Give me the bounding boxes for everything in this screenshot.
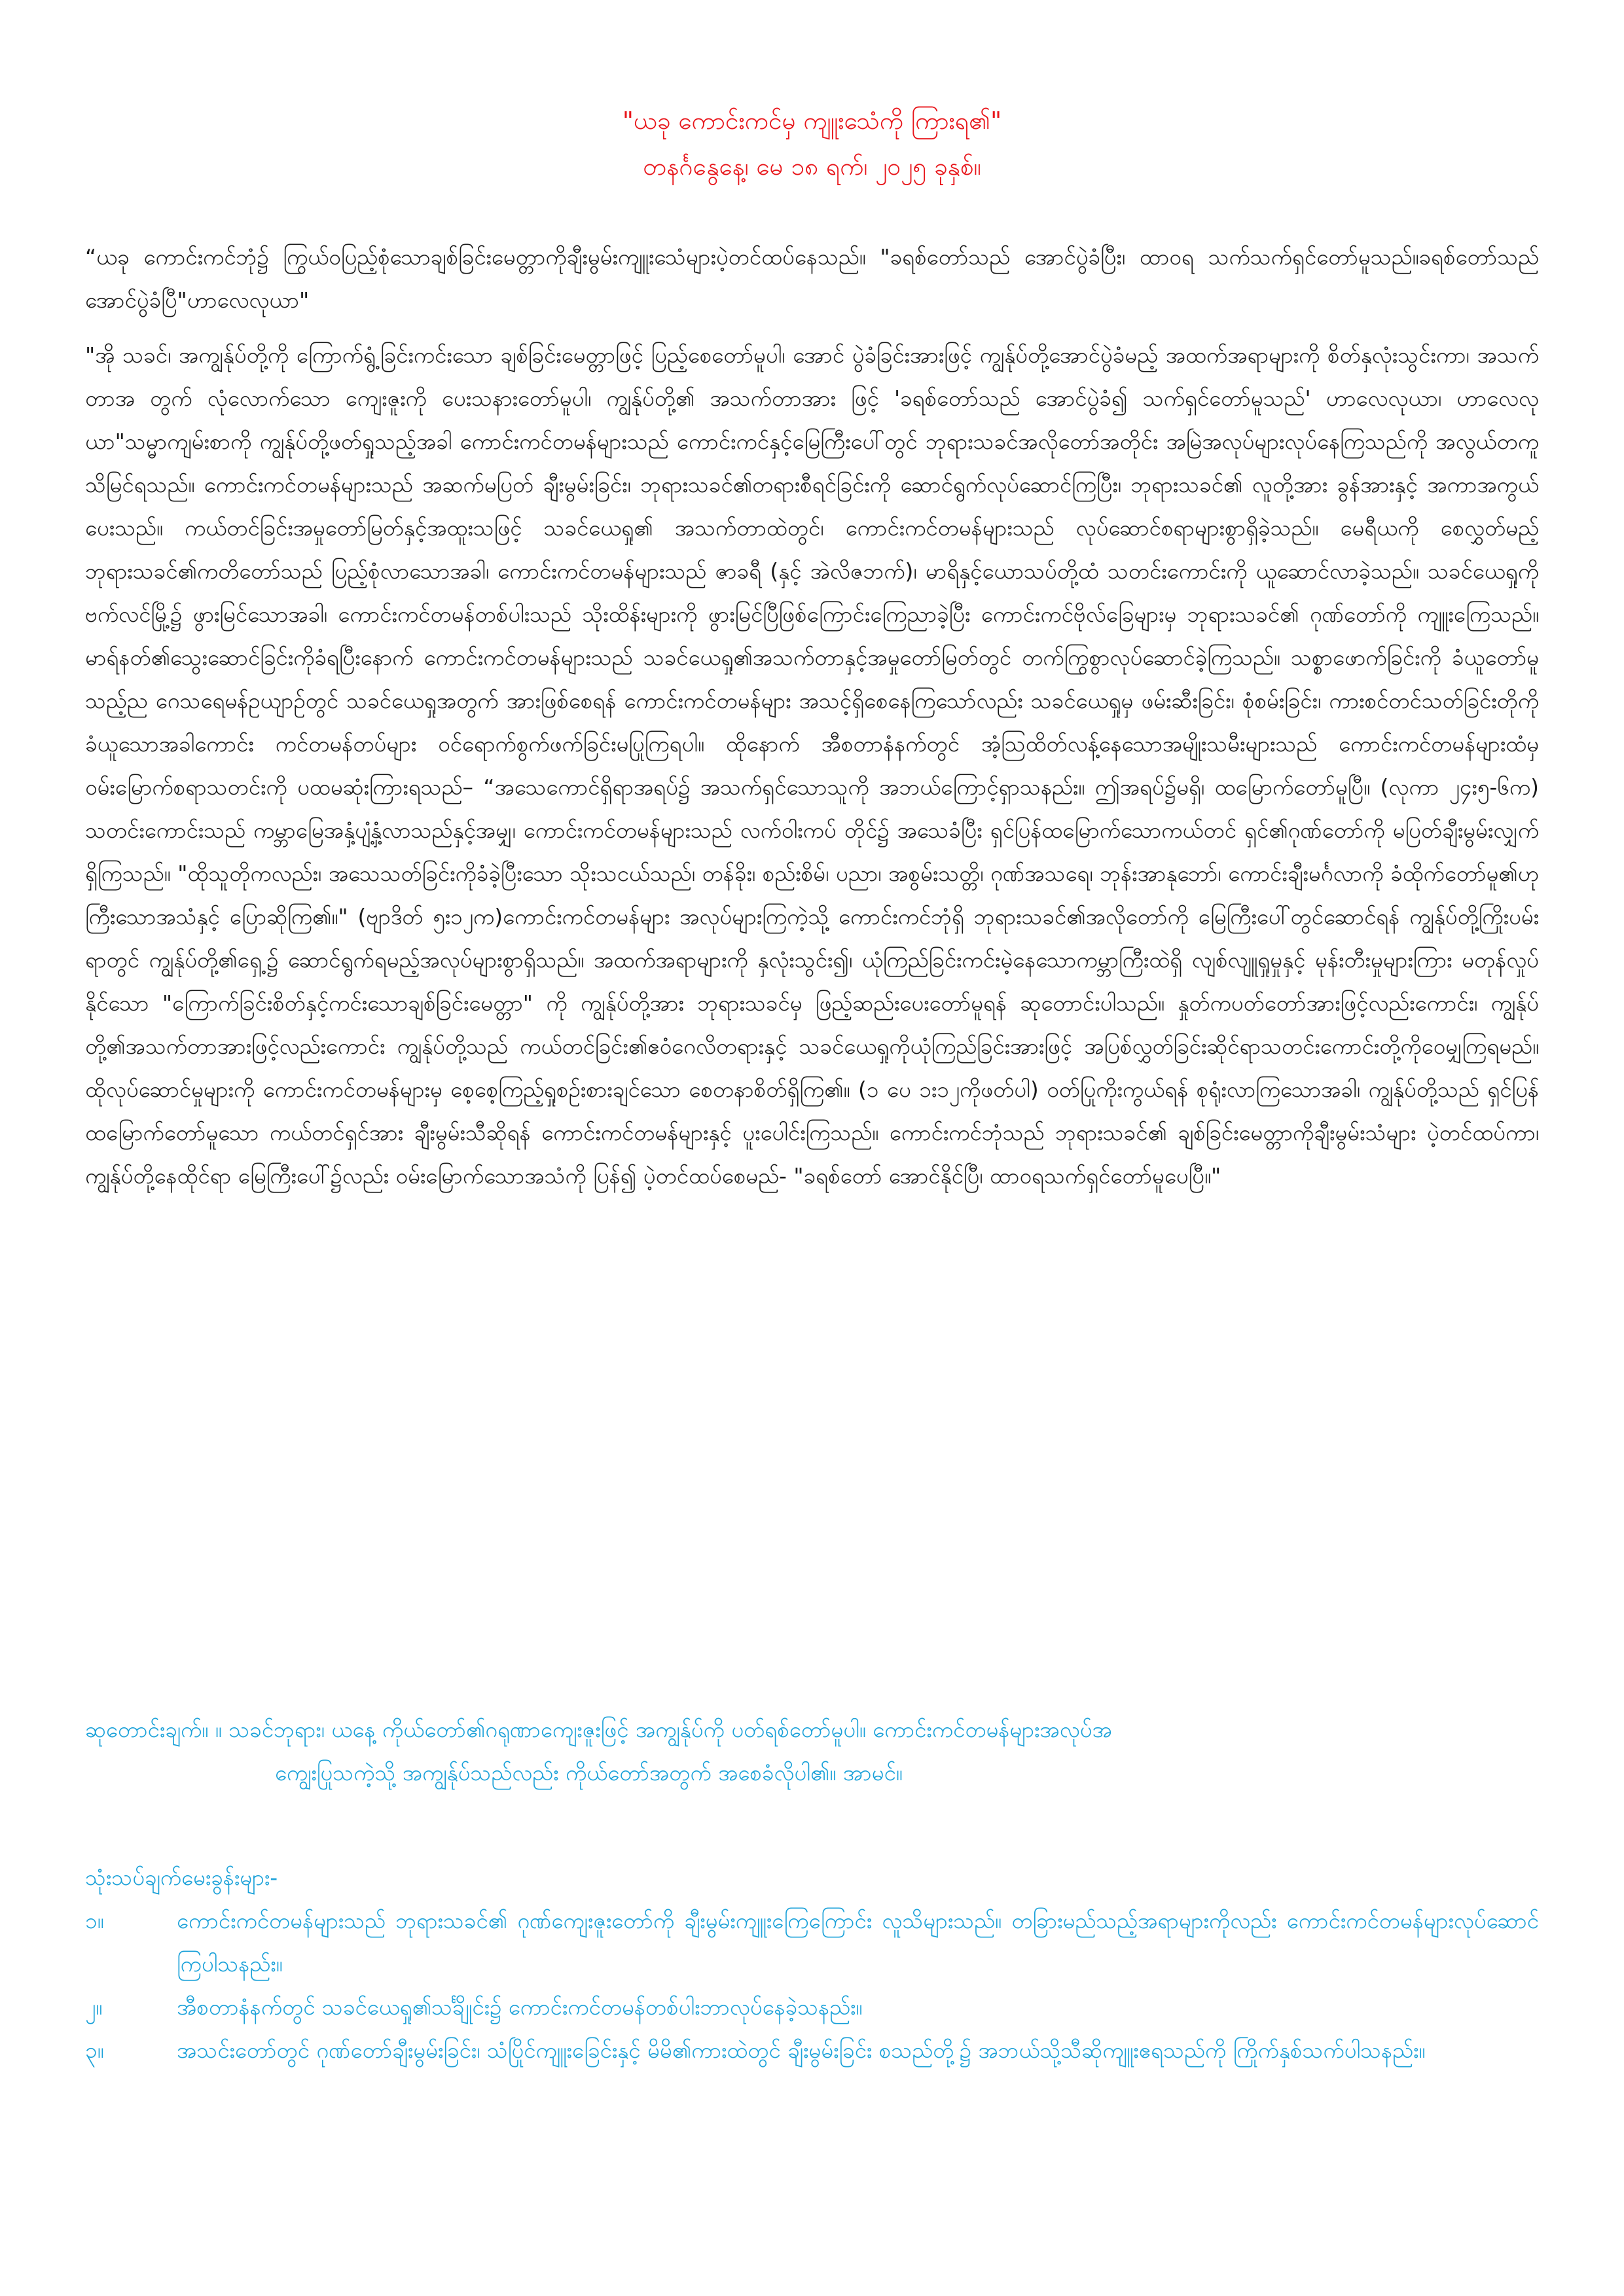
question-item — [85, 2029, 1539, 2072]
questions-list — [85, 1899, 1539, 2072]
question-text: ကောင်းကင်တမန်များသည် ဘုရားသခင်၏ ဂုဏ်ကျေးဇူးတော်ကို ချီးမွမ်းကျူးကြေကြောင်း လူသိများသည်။ တခြားမည်သည့်အရာများကိုလည်း ကောင်းကင်တမန်များလုပ်ဆောင်ကြပါသနည်း။ — [177, 1908, 1539, 1977]
question-item — [85, 1986, 1539, 2029]
devotion-title: "ယခု ကောင်းကင်မှ ကျူးသေံကို ကြားရ၏" — [622, 107, 1002, 135]
question-number: ၃။ — [85, 2037, 104, 2063]
intro-paragraph: “ယခု ကောင်းကင်ဘုံ၌ ကြွယ်ဝပြည့်စုံသောချစ်ခြင်းမေတ္တာကိုချီးမွမ်းကျူးသေံများပဲ့တင်ထပ်နေသည်။ "ခရစ်တော်သည် အောင်ပွဲခံပြီး၊ ထာဝရ သက်သက်ရှင်တော်မူသည်။ခရစ်တော်သည် အောင်ပွဲခံပြီ"ဟာလေလုယာ" — [85, 244, 1539, 313]
prayer-line-1: ဆုတောင်းချက်။ ။ သခင်ဘုရား၊ ယနေ့ ကိုယ်တော်၏ဂရုဏာကျေးဇူးဖြင့် အကျွန်ုပ်ကို ပတ်ရစ်တော်မူပါ။ ကောင်းကင်တမန်များအလုပ်အ — [85, 1717, 1112, 1742]
question-number: ၁။ — [85, 1908, 104, 1933]
questions-heading: သုံးသပ်ချက်မေးခွန်းများ- — [85, 1865, 278, 1890]
question-text: အသင်းတော်တွင် ဂုဏ်တော်ချီးမွမ်းခြင်း၊ သံပြိုင်ကျူးခြေင်းနှင့် မိမိ၏ကားထဲတွင် ချီးမွမ်းခြင်း စသည်တို့၌ အဘယ်သို့သီဆိုကျူးဧရသည်ကို ကြိုက်နှစ်သက်ပါသနည်း။ — [177, 2037, 1426, 2063]
question-text: အီစတာနံနက်တွင် သခင်ယေရှု၏သင်္ချိုင်း၌ ကောင်းကင်တမန်တစ်ပါးဘာလုပ်နေခဲ့သနည်း။ — [177, 1994, 863, 2020]
question-item — [85, 1899, 1539, 1986]
devotion-date: တနင်္ဂနွေနေ့၊ မေ ၁၈ ရက်၊ ၂၀၂၅ ခုနှစ်။ — [643, 152, 981, 181]
reflection-questions — [85, 1856, 1539, 2072]
prayer-line-2: ကျွေးပြုသကဲ့သို့ အကျွန်ုပ်သည်လည်း ကိုယ်တော်အတွက် အစေခံလိုပါ၏။ အာမင်။ — [275, 1760, 903, 1785]
question-number: ၂။ — [85, 1994, 103, 2020]
main-paragraph: "အို သခင်၊ အကျွန်ုပ်တို့ကို ကြောက်ရွံ့ခြင်းကင်းသော ချစ်ခြင်းမေတ္တာဖြင့် ပြည့်စေတော်မူပါ၊ အောင် ပွဲခံခြင်းအားဖြင့် ကျွန်ုပ်တို့အောင်ပွဲခံမည့် အထက်အရာများကို စိတ်နှလုံးသွင်းကာ၊ အသက်တာအ တွက် လုံလောက်သော ကျေးဇူးကို ပေးသနားတော်မူပါ၊ ကျွန်ုပ်တို့၏ အသက်တာအား ဖြင့် 'ခရစ်တော်သည် အောင်ပွဲခံ၍ သက်ရှင်တော်မူသည်' ဟာလေလုယာ၊ ဟာလေလုယာ"သမ္မာကျမ်းစာကို ကျွန်ုပ်တို့ဖတ်ရှုသည့်အခါ ကောင်းကင်တမန်များသည် ကောင်းကင်နှင့်မြေကြီးပေါ်တွင် ဘုရားသခင်အလိုတော်အတိုင်း အမြဲအလုပ်များလုပ်နေကြသည်ကို အလွယ်တကူသိမြင်ရသည်။ ကောင်းကင်တမန်များသည် အဆက်မပြတ် ချီးမွမ်းခြင်း၊ ဘုရားသခင်၏တရားစီရင်ခြင်းကို ဆောင်ရွက်လုပ်ဆောင်ကြပြီး၊ ဘုရားသခင်၏ လူတို့အား ခွန်အားနှင့် အကာအကွယ်ပေးသည်။ ကယ်တင်ခြင်းအမှုတော်မြတ်နှင့်အထူးသဖြင့် သခင်ယေရှု၏ အသက်တာထဲတွင်၊ ကောင်းကင်တမန်များသည် လုပ်ဆောင်စရာများစွာရှိခဲ့သည်။ မေရီယကို စေလွှတ်မည့်ဘုရားသခင်၏ကတိတော်သည် ပြည့်စုံလာသောအခါ၊ ကောင်းကင်တမန်များသည် ဇာခရီ (နှင့် အဲလိဇဘက်)၊ မာရိနှင့်ယောသပ်တို့ထံ သတင်းကောင်းကို ယူဆောင်လာခဲ့သည်။ သခင်ယေရှုကို ဗက်လင်မြို့၌ ဖွားမြင်သောအခါ၊ ကောင်းကင်တမန်တစ်ပါးသည် သိုးထိန်းများကို ဖွားမြင်ပြီဖြစ်ကြောင်းကြေညာခဲ့ပြီး ကောင်းကင်ဗိုလ်ခြေများမှ ဘုရားသခင်၏ ဂုဏ်တော်ကို ကျူးကြေသည်။ မာရ်နတ်၏သွေးဆောင်ခြင်းကိုခံရပြီးနောက် ကောင်းကင်တမန်များသည် သခင်ယေရှု၏အသက်တာနှင့်အမှုတော်မြတ်တွင် တက်ကြွစွာလုပ်ဆောင်ခဲ့ကြသည်။ သစ္စာဖောက်ခြင်းကို ခံယူတော်မူသည့်ည ဂေသရေမန်ဥယျာဉ်တွင် သခင်ယေရှုအတွက် အားဖြစ်စေရန် ကောင်းကင်တမန်များ အသင့်ရှိစေနေကြသော်လည်း သခင်ယေရှုမှ ဖမ်းဆီးခြင်း၊ စုံစမ်းခြင်း၊ ကားစင်တင်သတ်ခြင်းတိုကိုခံယူသောအခါကောင်း ကင်တမန်တပ်များ ဝင်ရောက်စွက်ဖက်ခြင်းမပြုကြရပါ။ ထိုနောက် အီစတာနံနက်တွင် အံ့သြထိတ်လန့်နေသောအမျိုးသမီးများသည် ကောင်းကင်တမန်များထံမှ ဝမ်းမြောက်စရာသတင်းကို ပထမဆုံးကြားရသည်– “အသေကောင်ရှိရာအရပ်၌ အသက်ရှင်သောသူကို အဘယ်ကြောင့်ရှာသနည်း။ ဤအရပ်၌မရှိ၊ ထမြောက်တော်မူပြီ။ (လုကာ ၂၄း၅-၆က) သတင်းကောင်းသည် ကမ္ဘာမြေအနှံ့ပျံ့နှံ့လာသည်နှင့်အမျှ၊ ကောင်းကင်တမန်များသည် လက်ဝါးကပ် တိုင်၌ အသေခံပြီး ရှင်ပြန်ထမြောက်သောကယ်တင် ရှင်၏ဂုဏ်တော်ကို မပြတ်ချီးမွမ်းလျှက်ရှိကြသည်။ "ထိုသူတိုကလည်း၊ အသေသတ်ခြင်းကိုခံခဲ့ပြီးသော သိုးသငယ်သည်၊ တန်ခိုး၊ စည်းစိမ်၊ ပညာ၊ အစွမ်းသတ္တိ၊ ဂုဏ်အသရေ၊ ဘုန်းအာနုဘော်၊ ကောင်းချီးမင်္ဂလာကို ခံထိုက်တော်မူ၏ဟု ကြီးသောအသံနှင့် ပြောဆိုကြ၏။" (ဗျာဒိတ် ၅း၁၂က)ကောင်းကင်တမန်များ အလုပ်များကြကဲ့သို့ ကောင်းကင်ဘုံရှိ ဘုရားသခင်၏အလိုတော်ကို မြေကြီးပေါ်တွင်ဆောင်ရန် ကျွန်ုပ်တို့ကြိုးပမ်းရာတွင် ကျွန်ုပ်တို့၏ရှေ့၌ ဆောင်ရွက်ရမည့်အလုပ်များစွာရှိသည်။ အထက်အရာများကို နှလုံးသွင်း၍၊ ယုံကြည်ခြင်းကင်းမဲ့နေသောကမ္ဘာကြီးထဲရှိ လျစ်လျူရှုမှုနှင့် မုန်းတီးမှုများကြား မတုန်လှုပ်နိုင်သော "ကြောက်ခြင်းစိတ်နှင့်ကင်းသောချစ်ခြင်းမေတ္တာ" ကို ကျွန်ုပ်တို့အား ဘုရားသခင်မှ ဖြည့်ဆည်းပေးတော်မူရန် ဆုတောင်းပါသည်။ နှုတ်ကပတ်တော်အားဖြင့်လည်းကောင်း၊ ကျွန်ုပ်တို့၏အသက်တာအားဖြင့်လည်းကောင်း ကျွန်ုပ်တို့သည် ကယ်တင်ခြင်း၏ဧဝံဂေလိတရားနှင့် သခင်ယေရှုကိုယုံကြည်ခြင်းအားဖြင့် အပြစ်လွှတ်ခြင်းဆိုင်ရာသတင်းကောင်းတို့ကိုဝေမျှကြရမည်။ ထိုလုပ်ဆောင်မှုများကို ကောင်းကင်တမန်များမှ စေ့စေ့ကြည့်ရှုစဉ်းစားချင်သော စေတနာစိတ်ရှိကြ၏။ (၁ ပေ ၁း၁၂ကိုဖတ်ပါ) ဝတ်ပြုကိုးကွယ်ရန် စုရုံးလာကြသောအခါ၊ ကျွန်ုပ်တို့သည် ရှင်ပြန်ထမြောက်တော်မူသော ကယ်တင်ရှင်အား ချီးမွမ်းသီဆိုရန် ကောင်းကင်တမန်များနှင့် ပူးပေါင်းကြသည်။ ကောင်းကင်ဘုံသည် ဘုရားသခင်၏ ချစ်ခြင်းမေတ္တာကိုချီးမွမ်းသံများ ပဲ့တင်ထပ်ကာ၊ ကျွန်ုပ်တို့နေထိုင်ရာ မြေကြီးပေါ်၌လည်း ဝမ်းမြောက်သောအသံကို ပြန်၍ ပဲ့တင်ထပ်စေမည်- "ခရစ်တော် အောင်နိုင်ပြီ၊ ထာဝရသက်ရှင်တော်မူပေပြီ။" — [85, 342, 1539, 1189]
prayer-block — [85, 1708, 1539, 1795]
